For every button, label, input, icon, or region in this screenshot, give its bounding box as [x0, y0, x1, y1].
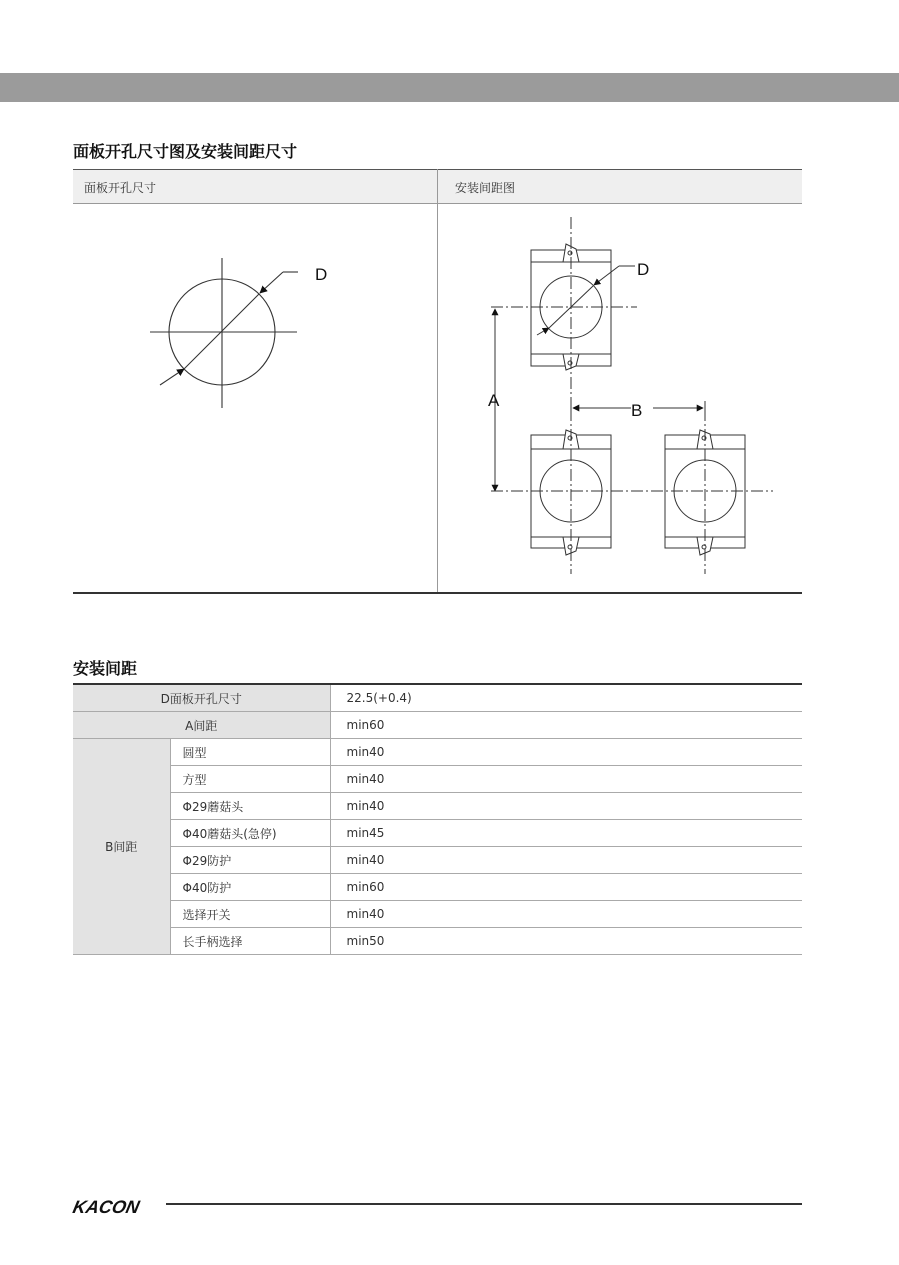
b-value-cell: min60 — [330, 874, 802, 901]
table-row — [73, 874, 802, 901]
b-type-cell: 长手柄选择 — [170, 928, 330, 955]
section-title-mounting-spacing: 安装间距 — [73, 659, 138, 678]
table-row — [73, 712, 802, 739]
label-d-right: D — [637, 260, 650, 279]
header-panel-cutout: 面板开孔尺寸 — [84, 181, 157, 195]
b-value-cell: min45 — [330, 820, 802, 847]
table-row — [73, 820, 802, 847]
header-mounting-spacing: 安装间距图 — [455, 181, 516, 195]
b-value-cell: min40 — [330, 901, 802, 928]
table-row — [73, 847, 802, 874]
row-value-d: 22.5(+0.4) — [330, 684, 802, 712]
spacing-table — [73, 683, 802, 955]
label-d-left: D — [315, 265, 328, 284]
row-value-a: min60 — [330, 712, 802, 739]
b-type-cell: 选择开关 — [170, 901, 330, 928]
b-type-cell: Φ29蘑菇头 — [170, 793, 330, 820]
top-banner-bar — [0, 73, 899, 102]
label-b-spacing: B — [631, 401, 643, 420]
b-value-cell: min40 — [330, 793, 802, 820]
row-label-b: B间距 — [73, 739, 170, 955]
label-a-spacing: A — [488, 391, 500, 410]
b-type-cell: Φ29防护 — [170, 847, 330, 874]
section-title-panel-cutout: 面板开孔尺寸图及安装间距尺寸 — [73, 142, 298, 161]
table-row — [73, 766, 802, 793]
b-type-cell: Φ40防护 — [170, 874, 330, 901]
footer-rule — [166, 1203, 802, 1205]
table-row — [73, 928, 802, 955]
kacon-logo: KACON — [70, 1197, 142, 1217]
row-label-a: A间距 — [73, 712, 330, 739]
mounting-spacing-drawing — [491, 217, 773, 574]
cutout-diagrams — [73, 169, 802, 594]
b-type-cell: 圆型 — [170, 739, 330, 766]
table-row — [73, 739, 802, 766]
b-value-cell: min40 — [330, 739, 802, 766]
panel-cutout-drawing — [150, 258, 298, 408]
b-type-cell: Φ40蘑菇头(急停) — [170, 820, 330, 847]
b-value-cell: min50 — [330, 928, 802, 955]
row-label-d: D面板开孔尺寸 — [73, 684, 330, 712]
b-value-cell: min40 — [330, 766, 802, 793]
b-value-cell: min40 — [330, 847, 802, 874]
table-row — [73, 793, 802, 820]
table-row — [73, 684, 802, 712]
table-row — [73, 901, 802, 928]
cutout-figure-frame — [73, 169, 802, 594]
b-type-cell: 方型 — [170, 766, 330, 793]
